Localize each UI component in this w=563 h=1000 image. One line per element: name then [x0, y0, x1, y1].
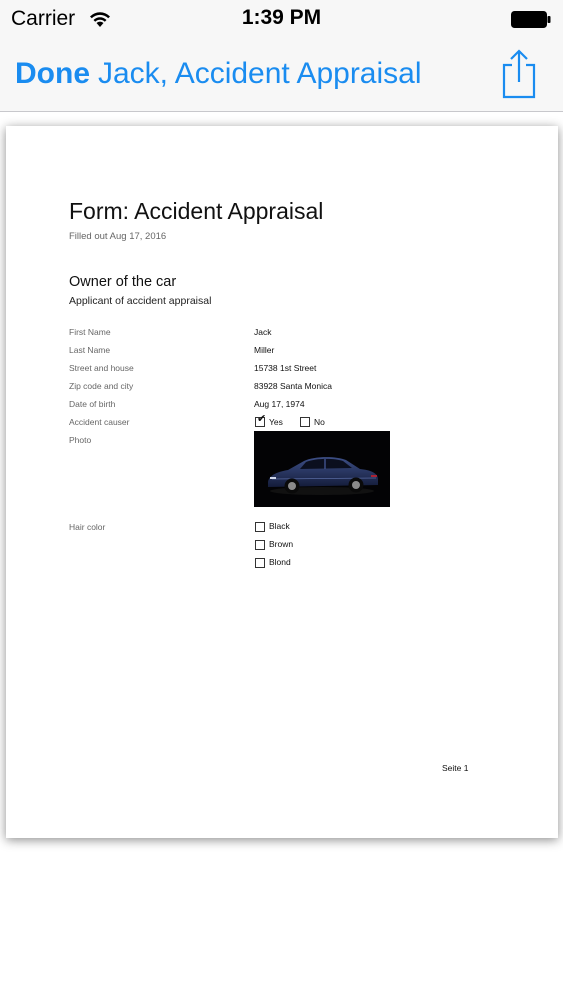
- share-icon[interactable]: [499, 48, 539, 100]
- page-number: Seite 1: [442, 763, 469, 773]
- document-title-button[interactable]: Jack, Accident Appraisal: [98, 57, 422, 90]
- hair-color-label: Hair color: [69, 522, 106, 532]
- accident-causer-label: Accident causer: [69, 417, 130, 427]
- hair-color-blond-label: Blond: [269, 557, 291, 567]
- last-name-value: Miller: [254, 345, 275, 355]
- accident-causer-yes-label: Yes: [269, 417, 283, 427]
- carrier-label: Carrier: [11, 7, 76, 30]
- status-bar: [0, 0, 563, 40]
- first-name-label: First Name: [69, 327, 111, 337]
- hair-color-blond-checkbox: [255, 558, 265, 568]
- hair-color-black-label: Black: [269, 521, 290, 531]
- first-name-value: Jack: [254, 327, 272, 337]
- street-value: 15738 1st Street: [254, 363, 317, 373]
- document-page: [6, 126, 558, 838]
- last-name-label: Last Name: [69, 345, 111, 355]
- accident-causer-no-checkbox: [300, 417, 310, 427]
- zip-city-label: Zip code and city: [69, 381, 134, 391]
- accident-causer-yes-checkbox: [255, 413, 267, 427]
- document-viewer[interactable]: [0, 113, 563, 1000]
- date-of-birth-value: Aug 17, 1974: [254, 399, 305, 409]
- car-photo: [254, 431, 390, 507]
- navigation-bar: [0, 40, 563, 112]
- filled-out-date: Filled out Aug 17, 2016: [69, 231, 167, 242]
- battery-icon: [511, 11, 551, 28]
- checkmark-icon: ✔: [257, 413, 267, 425]
- car-icon: [254, 431, 390, 507]
- date-of-birth-label: Date of birth: [69, 399, 116, 409]
- status-time: 1:39 PM: [241, 6, 322, 29]
- hair-color-brown-checkbox: [255, 540, 265, 550]
- section-subtitle: Applicant of accident appraisal: [69, 295, 212, 307]
- street-label: Street and house: [69, 363, 134, 373]
- hair-color-black-checkbox: [255, 522, 265, 532]
- accident-causer-no-label: No: [314, 417, 325, 427]
- photo-label: Photo: [69, 435, 92, 445]
- section-title: Owner of the car: [69, 274, 177, 290]
- form-title: Form: Accident Appraisal: [69, 198, 324, 224]
- hair-color-brown-label: Brown: [269, 539, 294, 549]
- zip-city-value: 83928 Santa Monica: [254, 381, 332, 391]
- done-button[interactable]: Done: [15, 57, 90, 90]
